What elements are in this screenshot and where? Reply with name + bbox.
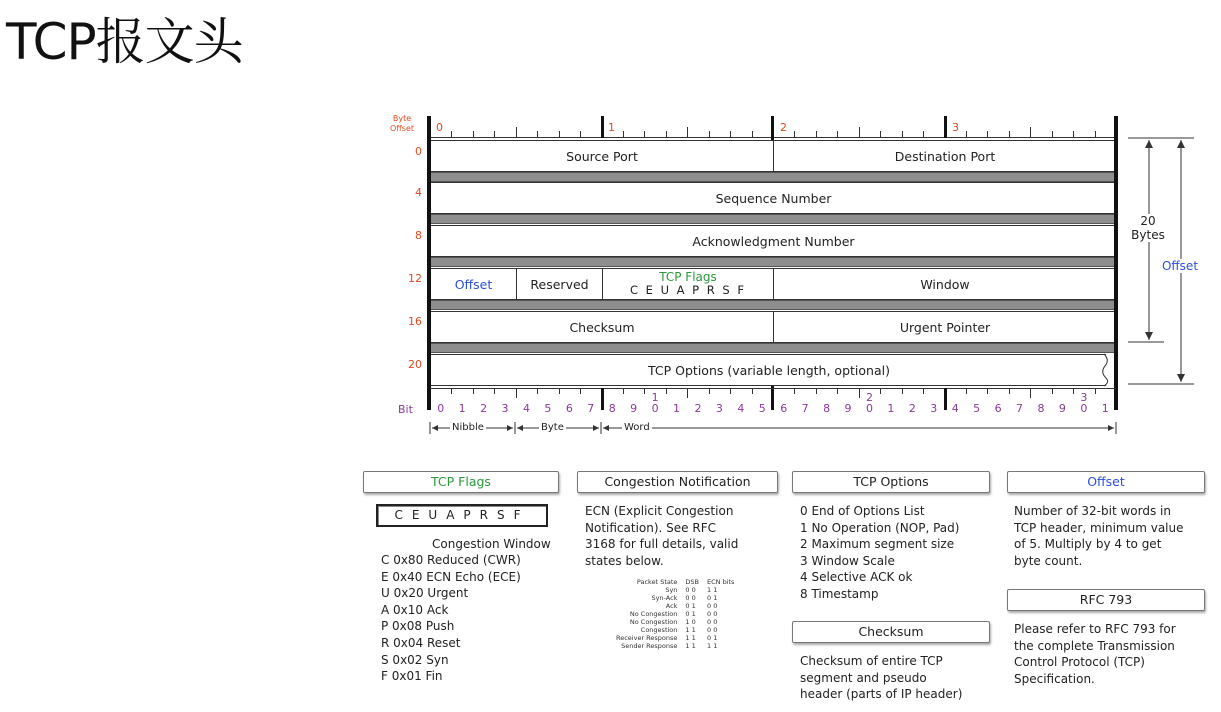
table-row xyxy=(612,610,738,618)
flag-item: P 0x08 Push xyxy=(381,619,455,634)
ruler-tick xyxy=(987,131,988,137)
flag-item: S 0x02 Syn xyxy=(381,652,449,667)
bytes-count-label: Bytes xyxy=(1131,228,1165,242)
table-cell: Ack xyxy=(665,602,678,610)
bit-number: 5 xyxy=(544,402,552,415)
urgent-pointer-field: Urgent Pointer xyxy=(899,319,991,335)
bytes-count xyxy=(1128,214,1168,242)
flag-item: A 0x10 Ack xyxy=(381,602,449,617)
ruler-tick xyxy=(880,131,881,137)
ruler-tick xyxy=(859,388,860,398)
tcp-flags-label: TCP Flags xyxy=(659,270,717,284)
reserved-field: Reserved xyxy=(530,276,589,292)
ruler-tick xyxy=(794,388,795,394)
ruler-tick xyxy=(1073,388,1074,394)
row-offset-12: 12 xyxy=(408,272,422,285)
row-flags xyxy=(430,268,1116,300)
bit-number: 9 xyxy=(630,402,638,415)
tcp-options-field: TCP Options (variable length, optional) xyxy=(648,362,890,378)
bit-number: 2 0 xyxy=(865,391,873,415)
ruler-tick xyxy=(752,388,753,394)
separator-band xyxy=(430,300,1116,310)
bit-number: 4 xyxy=(522,402,530,415)
table-cell: 1 1 xyxy=(685,634,696,642)
row-offset-20: 20 xyxy=(408,358,422,371)
bit-number: 3 xyxy=(715,402,723,415)
word-label: Word xyxy=(624,422,650,433)
bit-number: 8 xyxy=(608,402,616,415)
table-cell: 0 0 xyxy=(685,594,696,602)
bit-number: 5 xyxy=(758,402,766,415)
ruler-tick xyxy=(730,131,731,137)
acknowledgment-number-field: Acknowledgment Number xyxy=(692,233,855,249)
row-acknowledgment xyxy=(430,225,1116,257)
tcp-flags-box-title: TCP Flags xyxy=(363,471,559,493)
bit-number: 4 xyxy=(951,402,959,415)
ruler-tick xyxy=(730,388,731,394)
ruler-tick xyxy=(709,388,710,394)
ruler-tick xyxy=(1030,388,1031,398)
ruler-major-tick xyxy=(601,116,604,138)
separator-band xyxy=(430,343,1116,353)
bit-number: 3 xyxy=(930,402,938,415)
table-cell: No Congestion xyxy=(629,610,678,618)
flag-item: E 0x40 ECN Echo (ECE) xyxy=(381,569,521,584)
ruler-tick xyxy=(473,131,474,137)
ruler-tick xyxy=(816,131,817,137)
tcp-flags-list xyxy=(381,552,521,685)
bit-number: 0 xyxy=(437,402,445,415)
bit-number: 9 xyxy=(844,402,852,415)
byte-2-marker-bottom xyxy=(771,386,774,410)
rfc-text-line: Specification. xyxy=(1014,671,1095,686)
table-row xyxy=(612,626,738,634)
page-title: TCP报文头 xyxy=(6,13,243,71)
destination-port-field: Destination Port xyxy=(894,148,996,164)
separator-band xyxy=(430,257,1116,267)
table-header-cell: DSB xyxy=(685,578,699,586)
ruler-tick xyxy=(494,131,495,137)
table-row xyxy=(612,634,738,642)
ruler-tick xyxy=(559,388,560,394)
tcp-options-list xyxy=(800,503,959,603)
ruler-tick xyxy=(1095,131,1096,137)
ruler-tick xyxy=(859,127,860,137)
offset-field: Offset xyxy=(454,276,493,292)
ruler-tick xyxy=(644,131,645,137)
span-arrows xyxy=(428,420,1120,436)
bit-number: 9 xyxy=(1058,402,1066,415)
table-cell: Sender Response xyxy=(621,642,678,650)
ruler-tick xyxy=(516,127,517,137)
bit-number: 2 xyxy=(908,402,916,415)
sequence-number-field: Sequence Number xyxy=(715,190,832,206)
ruler-tick xyxy=(1095,388,1096,394)
ruler-tick xyxy=(1052,131,1053,137)
flag-item: R 0x04 Reset xyxy=(381,635,461,650)
ruler-tick xyxy=(451,131,452,137)
bit-number: 6 xyxy=(780,402,788,415)
table-cell: 0 1 xyxy=(707,634,718,642)
bit-number: 1 xyxy=(673,402,681,415)
table-cell: 0 1 xyxy=(685,610,696,618)
byte-offset-header: Byte Offset xyxy=(389,114,415,133)
flag-item: U 0x20 Urgent xyxy=(381,586,469,601)
congestion-window-label: Congestion Window xyxy=(432,537,551,551)
bit-number: 4 xyxy=(737,402,745,415)
rfc-text-line: Please refer to RFC 793 for xyxy=(1014,622,1176,636)
bit-number: 1 xyxy=(458,402,466,415)
bit-number: 8 xyxy=(1037,402,1045,415)
byte-tick-2: 2 xyxy=(780,121,787,134)
byte-tick-1: 1 xyxy=(608,121,615,134)
torn-edge-icon xyxy=(1100,352,1114,388)
ruler-tick xyxy=(923,388,924,394)
bit-number: 1 xyxy=(887,402,895,415)
offset-text-line: byte count. xyxy=(1014,553,1083,568)
congestion-box-title: Congestion Notification xyxy=(577,471,778,493)
bottom-ruler-line xyxy=(430,388,1116,389)
bit-number: 6 xyxy=(565,402,573,415)
row-offset-4: 4 xyxy=(415,186,422,199)
tcp-flags-field xyxy=(603,269,773,299)
rfc-box-title: RFC 793 xyxy=(1007,589,1205,611)
ruler-tick xyxy=(794,131,795,137)
ruler-tick xyxy=(623,131,624,137)
offset-text-line: of 5. Multiply by 4 to get xyxy=(1014,537,1162,552)
table-cell: 1 1 xyxy=(707,642,718,650)
nibble-label: Nibble xyxy=(452,422,484,433)
option-item: 2 Maximum segment size xyxy=(800,537,955,552)
table-cell: Receiver Response xyxy=(616,634,678,642)
row-offset-16: 16 xyxy=(408,315,422,328)
ruler-tick xyxy=(537,131,538,137)
checksum-text-line: segment and pseudo xyxy=(800,670,927,685)
ruler-tick xyxy=(709,131,710,137)
table-cell: 1 1 xyxy=(685,626,696,634)
ruler-tick xyxy=(923,131,924,137)
ruler-tick xyxy=(837,131,838,137)
option-item: 8 Timestamp xyxy=(800,586,879,601)
tcp-flags-letters: C E U A P R S F xyxy=(629,283,746,297)
congestion-text-line: states below. xyxy=(585,553,664,568)
option-item: 1 No Operation (NOP, Pad) xyxy=(800,520,960,535)
ruler-tick xyxy=(1030,127,1031,137)
ruler-tick xyxy=(687,127,688,137)
congestion-text-line: ECN (Explicit Congestion xyxy=(585,504,734,518)
table-header-cell: Packet State xyxy=(636,578,678,586)
row-offset-0: 0 xyxy=(415,145,422,158)
tcp-flags-letter-box: CEUAPRSF xyxy=(376,504,548,527)
table-cell: 0 1 xyxy=(707,594,718,602)
bit-number: 3 xyxy=(501,402,509,415)
ecn-state-table xyxy=(612,578,738,650)
table-row xyxy=(612,642,738,650)
ruler-tick xyxy=(644,388,645,394)
table-cell: 0 0 xyxy=(707,626,718,634)
byte-label: Byte xyxy=(541,422,564,433)
bit-label: Bit xyxy=(398,403,413,416)
table-header-row xyxy=(612,578,738,586)
row-ports xyxy=(430,140,1116,172)
ruler-tick xyxy=(816,388,817,394)
ruler-tick xyxy=(1009,388,1010,394)
rfc-text xyxy=(1014,621,1176,687)
checksum-text xyxy=(800,653,962,703)
checksum-text-line: header (parts of IP header) xyxy=(800,687,963,702)
bit-number: 7 xyxy=(801,402,809,415)
ruler-tick xyxy=(837,388,838,394)
separator-band xyxy=(430,214,1116,224)
ruler-tick xyxy=(473,388,474,394)
ruler-tick xyxy=(687,388,688,398)
table-cell: 0 0 xyxy=(685,586,696,594)
bit-number: 7 xyxy=(1016,402,1024,415)
byte-2-marker xyxy=(771,116,774,140)
ruler-tick xyxy=(580,388,581,394)
row-checksum xyxy=(430,311,1116,343)
table-cell: No Congestion xyxy=(629,618,678,626)
row-offset-8: 8 xyxy=(415,229,422,242)
separator-band xyxy=(430,172,1116,182)
offset-text-line: Number of 32-bit words in xyxy=(1014,504,1171,518)
offset-text-line: TCP header, minimum value xyxy=(1014,520,1184,535)
right-frame-bar xyxy=(1114,116,1118,410)
offset-box-title: Offset xyxy=(1007,471,1205,493)
ruler-tick xyxy=(902,131,903,137)
table-cell: 1 1 xyxy=(685,642,696,650)
byte-tick-0: 0 xyxy=(436,121,443,134)
table-cell: 0 0 xyxy=(707,602,718,610)
table-header-cell: ECN bits xyxy=(707,578,735,586)
bit-number: 6 xyxy=(994,402,1002,415)
option-item: 4 Selective ACK ok xyxy=(800,570,913,585)
tcp-options-box-title: TCP Options xyxy=(792,471,990,493)
ruler-tick xyxy=(752,131,753,137)
ruler-tick xyxy=(559,131,560,137)
table-cell: 1 1 xyxy=(707,586,718,594)
offset-bracket-label: Offset xyxy=(1158,259,1202,273)
bit-number: 1 0 xyxy=(651,391,659,415)
ruler-tick xyxy=(987,388,988,394)
congestion-text xyxy=(585,503,738,569)
bit-number: 1 xyxy=(1101,402,1109,415)
ruler-tick xyxy=(966,131,967,137)
bytes-count-number: 20 xyxy=(1140,214,1156,228)
ruler-tick xyxy=(880,388,881,394)
table-cell: Syn xyxy=(665,586,678,594)
table-row xyxy=(612,618,738,626)
table-cell: Congestion xyxy=(640,626,678,634)
row-options xyxy=(430,354,1106,386)
ruler-tick xyxy=(580,131,581,137)
checksum-box-title: Checksum xyxy=(792,621,990,643)
table-row xyxy=(612,586,738,594)
rfc-text-line: the complete Transmission xyxy=(1014,638,1175,653)
ruler-tick xyxy=(666,131,667,137)
bit-number: 7 xyxy=(587,402,595,415)
left-frame-bar xyxy=(427,116,431,410)
table-cell: Syn-Ack xyxy=(651,594,678,602)
table-cell: 0 0 xyxy=(707,618,718,626)
ruler-major-tick xyxy=(601,388,604,410)
ruler-major-tick xyxy=(944,388,947,410)
option-item: 0 End of Options List xyxy=(800,504,925,518)
table-row xyxy=(612,602,738,610)
source-port-field: Source Port xyxy=(566,148,638,164)
flag-item: C 0x80 Reduced (CWR) xyxy=(381,553,521,567)
ruler-tick xyxy=(1073,131,1074,137)
bit-number: 8 xyxy=(823,402,831,415)
ruler-tick xyxy=(494,388,495,394)
ruler-tick xyxy=(516,388,517,398)
checksum-text-line: Checksum of entire TCP xyxy=(800,654,943,668)
table-cell: 1 0 xyxy=(685,618,696,626)
congestion-text-line: Notification). See RFC xyxy=(585,520,716,535)
table-row xyxy=(612,594,738,602)
table-cell: 0 0 xyxy=(707,610,718,618)
row-sequence xyxy=(430,182,1116,214)
table-cell: 0 1 xyxy=(685,602,696,610)
ruler-tick xyxy=(451,388,452,394)
bit-number: 3 0 xyxy=(1080,391,1088,415)
ruler-tick xyxy=(966,388,967,394)
bit-number: 2 xyxy=(694,402,702,415)
ruler-major-tick xyxy=(944,116,947,138)
congestion-text-line: 3168 for full details, valid xyxy=(585,537,739,552)
window-field: Window xyxy=(920,276,970,292)
option-item: 3 Window Scale xyxy=(800,553,895,568)
ruler-tick xyxy=(1052,388,1053,394)
ruler-tick xyxy=(1009,131,1010,137)
offset-text xyxy=(1014,503,1184,569)
ruler-tick xyxy=(537,388,538,394)
byte-tick-3: 3 xyxy=(952,121,959,134)
checksum-field: Checksum xyxy=(569,319,635,335)
ruler-tick xyxy=(666,388,667,394)
flag-item: F 0x01 Fin xyxy=(381,669,443,684)
ruler-tick xyxy=(623,388,624,394)
bit-number: 2 xyxy=(480,402,488,415)
bit-number: 5 xyxy=(973,402,981,415)
rfc-text-line: Control Protocol (TCP) xyxy=(1014,655,1145,670)
ruler-tick xyxy=(902,388,903,394)
